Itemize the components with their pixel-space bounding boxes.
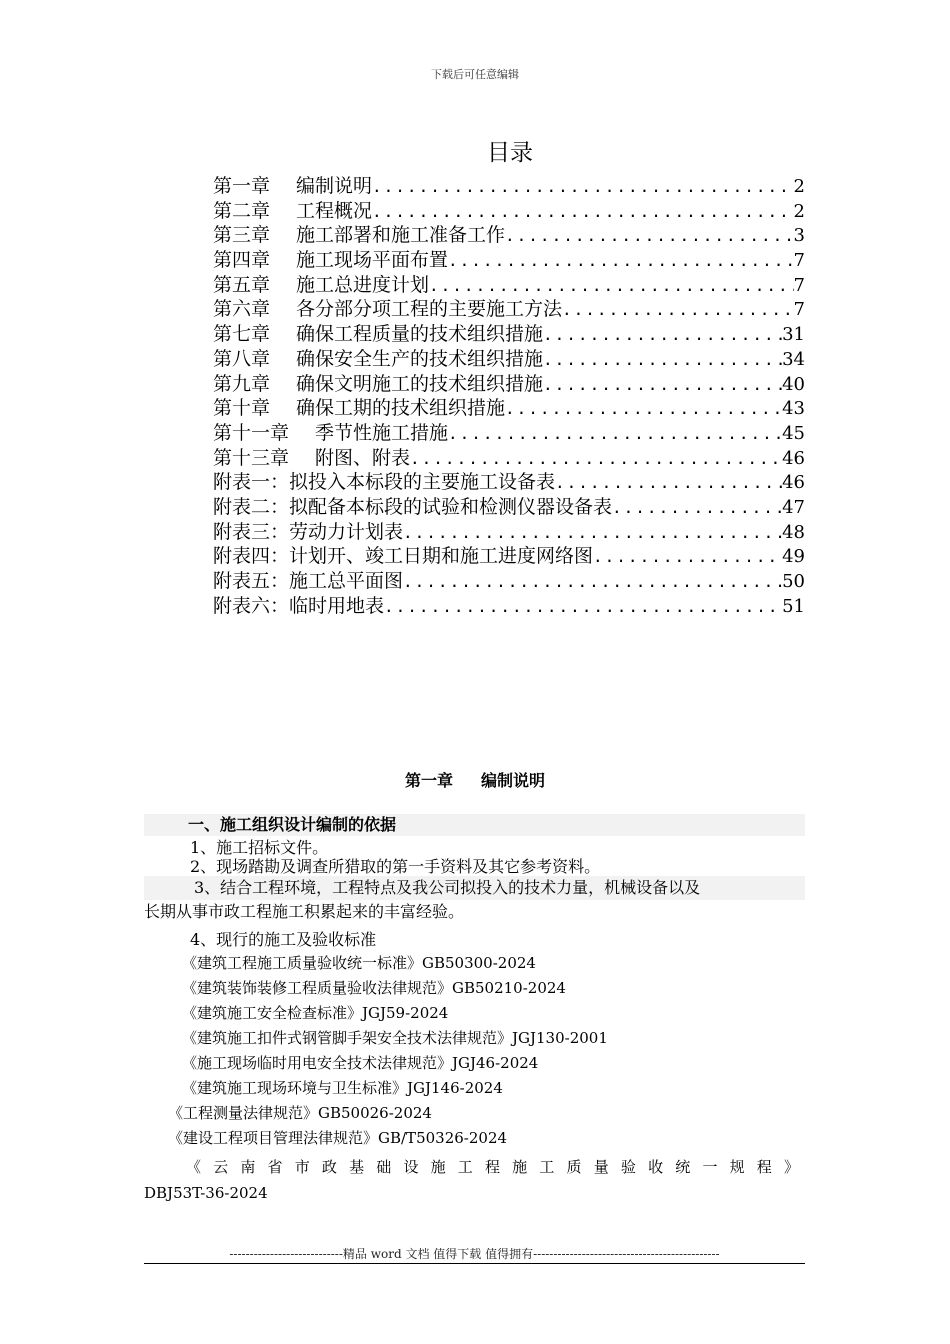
toc-page-number: 49 [782,546,805,568]
toc-page-number: 46 [782,472,805,494]
toc-page-number: 50 [782,571,805,592]
toc-page-number: 7 [793,250,805,272]
toc-page-number: 47 [782,496,805,518]
toc-page-number: 48 [782,521,805,543]
chapter-title: 第一章 编制说明 [404,771,546,790]
toc-entry[interactable]: 第十三章 附图、附表 ..... 46 [213,446,805,471]
toc-entry[interactable]: 第六章 各分部分项工程的主要施工方法 ..... 7 [213,297,805,322]
toc-page-number: 40 [782,373,805,395]
standard-item-long: 《云南省市政基础设施工程施工质量验收统一规程》 DBJ53T-36-2024 [144,1158,805,1202]
basis-item: 2、现场踏勘及调查所猎取的第一手资料及其它参考资料。 [190,857,601,876]
basis-item-paragraph: 3、结合工程环境，工程特点及我公司拟投入的技术力量，机械设备以及 长期从事市政工程施工积累起来的丰富经验。 [144,876,805,924]
basis-item: 4、现行的施工及验收标准 [190,930,377,949]
toc-page-number: 31 [782,324,805,346]
toc-entry[interactable]: 第三章 施工部署和施工准备工作 ..... 3 [213,223,805,248]
toc-entry[interactable]: 附表四：计划开、竣工日期和施工进度网络图 ..... 49 [213,544,805,569]
toc-page-number: 46 [782,447,805,469]
toc-entry[interactable]: 第八章 确保安全生产的技术组织措施 ..... 34 [213,347,805,372]
standard-item: 《建筑施工现场环境与卫生标准》JGJ146-2024 [182,1079,503,1097]
header-note: 下载后可任意编辑 [431,68,519,81]
standard-item: 《建筑装饰装修工程质量验收法律规范》GB50210-2024 [182,979,566,997]
toc-entry[interactable]: 第九章 确保文明施工的技术组织措施 ..... 40 [213,372,805,397]
table-of-contents [213,174,805,618]
toc-entry[interactable]: 第七章 确保工程质量的技术组织措施 ..... 31 [213,322,805,347]
toc-page-number: 2 [793,176,805,197]
toc-page-number: 2 [793,200,805,222]
standard-item: 《建筑施工扣件式钢管脚手架安全技术法律规范》JGJ130-2001 [182,1029,608,1047]
toc-entry[interactable]: 第四章 施工现场平面布置 ..... 7 [213,248,805,273]
toc-entry[interactable]: 附表二：拟配备本标段的试验和检测仪器设备表 ..... 47 [213,495,805,520]
toc-entry[interactable]: 第十一章 季节性施工措施 ..... 45 [213,421,805,446]
toc-entry[interactable]: 第五章 施工总进度计划 ..... 7 [213,273,805,298]
standard-item: 《施工现场临时用电安全技术法律规范》JGJ46-2024 [182,1054,539,1072]
footer-note: ----------------------------精品 word 文档 值得下载 值得拥有---------------------------------------------- [229,1247,720,1261]
toc-entry[interactable]: 附表五：施工总平面图 ..... 50 [213,569,805,594]
standard-item: 《建筑施工安全检查标准》JGJ59-2024 [182,1004,449,1022]
toc-entry[interactable]: 附表一：拟投入本标段的主要施工设备表 ..... 46 [213,470,805,495]
toc-entry[interactable]: 第二章 工程概况 ..... 2 [213,199,805,224]
basis-item: 1、施工招标文件。 [190,838,329,857]
toc-page-number: 51 [782,595,805,617]
toc-page-number: 3 [793,225,805,247]
toc-entry[interactable]: 附表六：临时用地表 ..... 51 [213,594,805,619]
toc-page-number: 7 [793,299,805,321]
standard-item: 《建设工程项目管理法律规范》GB/T50326-2024 [168,1129,508,1147]
footer-rule [144,1263,805,1264]
toc-title: 目录 [487,140,533,166]
standard-item: 《工程测量法律规范》GB50026-2024 [168,1104,432,1122]
toc-entry[interactable]: 第一章 编制说明 ..... 2 [213,174,805,199]
toc-page-number: 43 [782,398,805,420]
toc-entry[interactable]: 附表三：劳动力计划表 ..... 48 [213,520,805,545]
standard-item: 《建筑工程施工质量验收统一标准》GB50300-2024 [182,954,536,972]
toc-page-number: 7 [793,274,805,296]
toc-entry[interactable]: 第十章 确保工期的技术组织措施 ..... 43 [213,396,805,421]
toc-page-number: 45 [782,422,805,444]
section-heading: 一、施工组织设计编制的依据 [144,814,805,836]
toc-page-number: 34 [782,348,805,370]
